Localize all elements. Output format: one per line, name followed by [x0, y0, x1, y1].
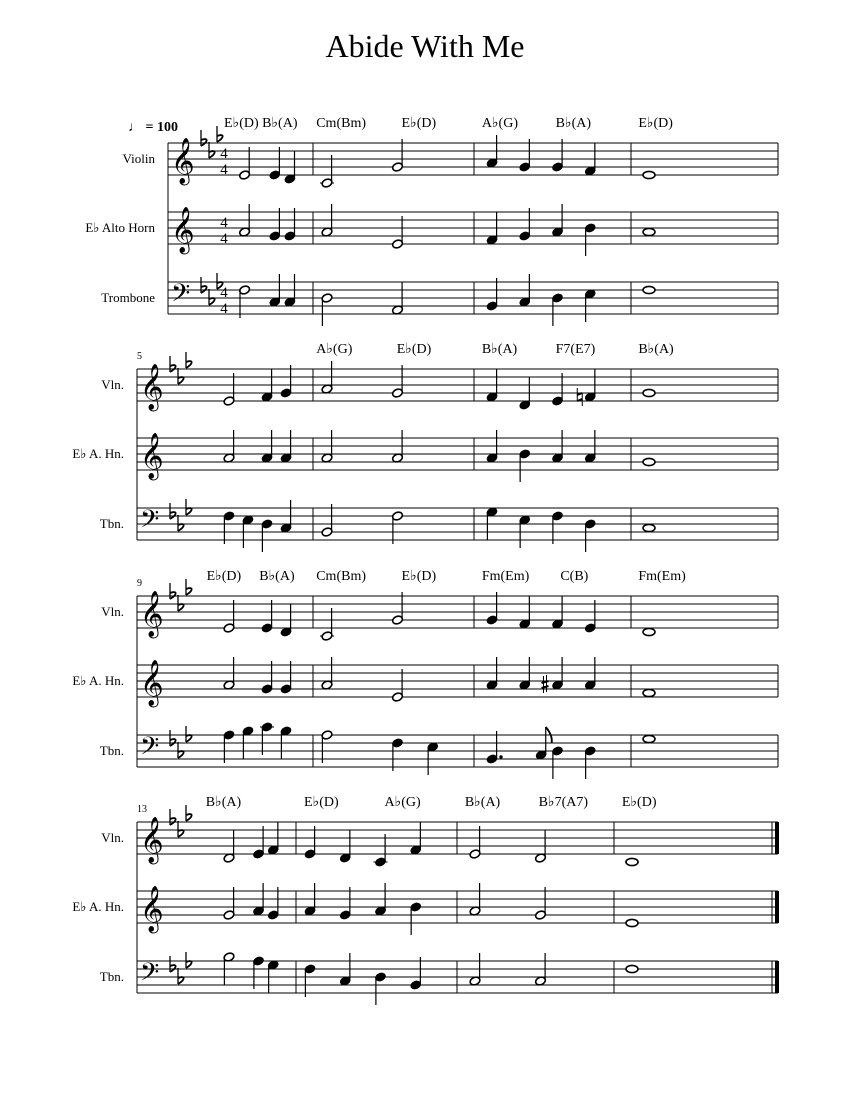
chord-symbol: A♭(G): [481, 116, 519, 131]
note: [267, 887, 279, 920]
note: [267, 822, 279, 855]
key-flat: [170, 809, 176, 825]
note: [284, 274, 296, 307]
sharp-accidental: [542, 675, 549, 693]
key-flat: [170, 730, 176, 746]
note: [242, 515, 254, 548]
key-flat: [209, 289, 215, 305]
note: [375, 883, 387, 916]
key-flat: [178, 368, 184, 384]
note: [519, 515, 531, 548]
key-flat: [209, 142, 215, 158]
note: [280, 604, 292, 637]
note: [392, 139, 404, 172]
chord-symbol: C(B): [560, 569, 589, 584]
note: [304, 964, 316, 997]
note: [584, 430, 596, 463]
note: [519, 596, 531, 629]
note: [519, 449, 531, 482]
chord-symbol: Cm(Bm): [316, 569, 367, 584]
note: [643, 689, 655, 696]
chord-symbol: B♭7(A7): [538, 795, 589, 810]
key-flat: [178, 968, 184, 984]
measure-number: 13: [137, 804, 147, 815]
time-signature-top: 4: [220, 146, 228, 162]
notehead: [643, 389, 655, 396]
note: [239, 147, 251, 180]
note: [280, 500, 292, 533]
note: [320, 155, 334, 188]
flat-bowl: [186, 508, 192, 515]
note: [223, 600, 235, 633]
chord-symbol: F7(E7): [555, 342, 596, 357]
flat-bowl: [209, 151, 215, 158]
note: [552, 139, 564, 172]
chord-symbol: B♭(A): [205, 795, 242, 810]
key-flat: [201, 277, 207, 293]
note: [519, 377, 531, 410]
flat-bowl: [178, 751, 184, 758]
flat-bowl: [217, 135, 223, 142]
note: [486, 212, 498, 245]
note: [584, 746, 596, 779]
key-flat: [186, 579, 192, 595]
note: [486, 507, 498, 540]
note: [339, 887, 351, 920]
note: [486, 657, 498, 690]
note: [223, 887, 235, 920]
note: [535, 887, 547, 920]
note: [269, 147, 281, 180]
key-flat: [170, 956, 176, 972]
final-barline-thick: [775, 961, 779, 993]
flat-bowl: [209, 298, 215, 305]
chord-symbol: B♭(A): [464, 795, 501, 810]
note: [519, 274, 531, 307]
note: [486, 369, 498, 402]
note: [374, 834, 388, 867]
key-flat: [178, 742, 184, 758]
final-barline-thick: [775, 822, 779, 854]
note: [223, 511, 235, 544]
note: [552, 657, 564, 690]
time-signature-bottom: 4: [220, 162, 228, 178]
key-flat: [170, 503, 176, 519]
note: [643, 458, 655, 465]
note: [519, 208, 531, 241]
note: [223, 730, 235, 763]
note: [392, 669, 404, 702]
note: [626, 919, 638, 926]
key-flat: [186, 352, 192, 368]
chord-symbol: Cm(Bm): [316, 116, 367, 131]
chord-symbol: E♭(D): [621, 795, 657, 810]
note: [223, 830, 235, 863]
notehead: [643, 228, 655, 235]
flat-bowl: [186, 961, 192, 968]
treble-clef-icon: 𝄞: [140, 364, 164, 410]
chord-symbol: B♭(A): [262, 116, 298, 131]
note: [284, 151, 296, 184]
key-flat: [178, 515, 184, 531]
notehead: [626, 965, 638, 972]
notehead: [643, 628, 655, 635]
chord-symbol: E♭(D): [224, 116, 259, 131]
note: [427, 742, 439, 775]
bass-clef-icon: 𝄢: [140, 958, 160, 993]
flat-bowl: [178, 977, 184, 984]
bass-clef-icon: 𝄢: [171, 279, 191, 314]
staff-label: E♭ Alto Horn: [85, 220, 155, 235]
chord-symbol: A♭(G): [316, 342, 353, 357]
note: [410, 957, 422, 990]
note: [269, 208, 281, 241]
note: [392, 430, 404, 463]
note: [469, 953, 481, 986]
note: [643, 735, 655, 742]
note: [584, 657, 596, 690]
note: [321, 657, 333, 690]
key-flat: [186, 499, 192, 515]
key-flat: [178, 595, 184, 611]
note: [552, 373, 564, 406]
note: [535, 953, 547, 986]
measure-number: 5: [137, 351, 142, 362]
note: [223, 373, 235, 406]
bass-clef-icon: 𝄢: [140, 505, 160, 540]
note: [260, 722, 274, 755]
chord-symbol: B♭(A): [638, 342, 674, 357]
key-flat: [178, 821, 184, 837]
chord-symbol: A♭(G): [384, 795, 421, 810]
note: [486, 278, 498, 311]
final-barline-thick: [775, 891, 779, 923]
time-signature-bottom: 4: [220, 301, 228, 317]
note: [304, 883, 316, 916]
key-flat: [170, 583, 176, 599]
staff-label: Tbn.: [99, 969, 124, 984]
time-signature-top: 4: [220, 285, 228, 301]
staff-label: Vln.: [101, 377, 124, 392]
note: [392, 365, 404, 398]
chord-symbol: E♭(D): [206, 569, 242, 584]
note: [486, 592, 498, 625]
note: [304, 826, 316, 859]
notehead: [643, 524, 655, 531]
flat-bowl: [186, 735, 192, 742]
bass-clef-icon: 𝄢: [140, 732, 160, 767]
note: [643, 628, 655, 635]
note: [321, 730, 333, 763]
sharp-bar: [542, 686, 549, 688]
treble-clef-icon: 𝄞: [171, 207, 195, 253]
note: [584, 519, 596, 552]
note: [552, 746, 564, 779]
note: [469, 826, 481, 859]
natural-accidental: [577, 388, 582, 406]
note: [643, 228, 655, 235]
note: [261, 430, 273, 463]
note: [643, 171, 655, 178]
staff-label: Vln.: [101, 604, 124, 619]
note: [375, 972, 387, 1005]
staff-label: Tbn.: [99, 743, 124, 758]
note: [584, 289, 596, 322]
note: [223, 430, 235, 463]
note: [552, 430, 564, 463]
note: [643, 389, 655, 396]
key-flat: [186, 805, 192, 821]
note: [584, 600, 596, 633]
note: [643, 286, 655, 293]
note: [223, 952, 235, 985]
note: [535, 830, 547, 863]
time-signature-top: 4: [220, 215, 228, 231]
note: [261, 369, 273, 402]
note: [643, 524, 655, 531]
note: [552, 293, 564, 326]
notehead: [643, 286, 655, 293]
note: [261, 600, 273, 633]
chord-symbol: Fm(Em): [638, 569, 686, 584]
notehead: [643, 689, 655, 696]
notehead: [626, 919, 638, 926]
note: [269, 274, 281, 307]
treble-clef-icon: 𝄞: [140, 817, 164, 863]
chord-symbol: E♭(D): [638, 116, 673, 131]
note: [552, 596, 564, 629]
note: [392, 738, 404, 771]
note: [321, 504, 333, 537]
note: [410, 902, 422, 935]
chord-symbol: E♭(D): [304, 795, 339, 810]
key-flat: [217, 126, 223, 142]
notehead: [643, 458, 655, 465]
note: [267, 960, 279, 993]
note: [519, 139, 531, 172]
staff-label: E♭ A. Hn.: [72, 446, 124, 461]
staff-label: E♭ A. Hn.: [72, 899, 124, 914]
treble-clef-icon: 𝄞: [140, 660, 164, 706]
flat-bowl: [178, 830, 184, 837]
staff-label: Trombone: [101, 290, 155, 305]
note: [321, 293, 333, 326]
note: [280, 365, 292, 398]
note: [253, 826, 265, 859]
key-flat: [186, 726, 192, 742]
note: [626, 965, 638, 972]
note: [552, 511, 564, 544]
note: [239, 285, 251, 318]
chord-symbol: B♭(A): [481, 342, 518, 357]
note: [584, 143, 596, 176]
chord-symbol: Fm(Em): [481, 569, 530, 584]
chord-symbol: E♭(D): [396, 342, 432, 357]
flat-bowl: [186, 814, 192, 821]
note: [584, 369, 596, 402]
staff-label: Tbn.: [99, 516, 124, 531]
note: [261, 519, 273, 552]
flat-bowl: [178, 604, 184, 611]
dot: [499, 755, 502, 758]
note: [280, 430, 292, 463]
staff-label: E♭ A. Hn.: [72, 673, 124, 688]
note: [392, 216, 404, 249]
key-flat: [186, 952, 192, 968]
note: [223, 657, 235, 690]
note: [486, 135, 498, 168]
note: [392, 511, 404, 544]
chord-symbol: B♭(A): [555, 116, 592, 131]
staff-label: Vln.: [101, 830, 124, 845]
note: [535, 727, 552, 760]
note: [239, 204, 251, 237]
note: [242, 726, 254, 759]
flat-bowl: [186, 361, 192, 368]
note: [584, 223, 596, 256]
note: [552, 204, 564, 237]
notehead: [643, 171, 655, 178]
note: [253, 883, 265, 916]
treble-clef-icon: 𝄞: [171, 138, 195, 184]
flat-bowl: [178, 377, 184, 384]
note: [320, 608, 334, 641]
note: [284, 208, 296, 241]
note: [625, 858, 639, 865]
chord-symbol: E♭(D): [401, 116, 437, 131]
note: [469, 883, 481, 916]
tempo-marking: ♩ = 100: [128, 120, 178, 135]
note: [261, 661, 273, 694]
treble-clef-icon: 𝄞: [140, 433, 164, 479]
note: [392, 282, 404, 315]
chord-symbol: B♭(A): [259, 569, 295, 584]
time-signature-bottom: 4: [220, 231, 228, 247]
flat-bowl: [178, 524, 184, 531]
note: [392, 592, 404, 625]
notehead: [626, 858, 638, 865]
note: [519, 657, 531, 690]
note: [410, 822, 422, 855]
note: [321, 430, 333, 463]
page-title: Abide With Me: [325, 28, 525, 64]
note: [321, 361, 333, 394]
chord-symbol: E♭(D): [401, 569, 437, 584]
key-flat: [201, 130, 207, 146]
note: [339, 953, 351, 986]
note: [339, 830, 351, 863]
note: [280, 661, 292, 694]
note: [486, 430, 498, 463]
treble-clef-icon: 𝄞: [140, 591, 164, 637]
staff-label: Violin: [122, 151, 155, 166]
note: [253, 956, 265, 989]
note: [280, 726, 292, 759]
measure-number: 9: [137, 578, 142, 589]
note: [321, 204, 333, 237]
flat-bowl: [186, 588, 192, 595]
key-flat: [170, 356, 176, 372]
treble-clef-icon: 𝄞: [140, 886, 164, 932]
notehead: [643, 735, 655, 742]
